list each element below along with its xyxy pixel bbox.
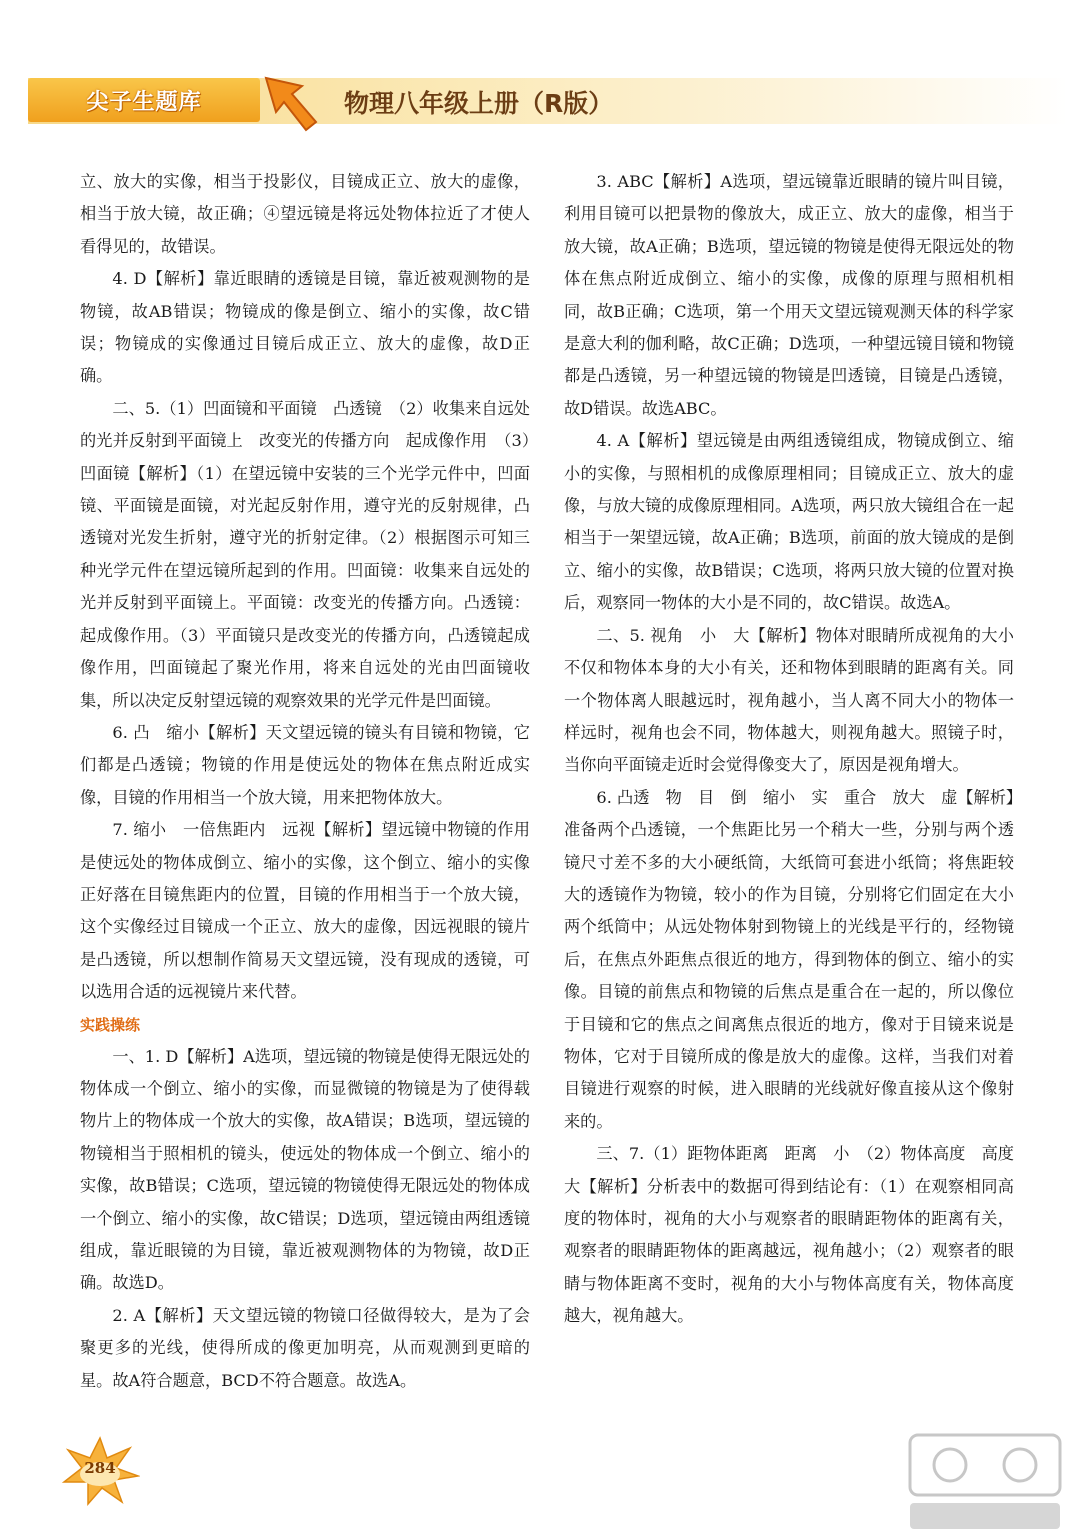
paragraph: 3. ABC【解析】A选项，望远镜靠近眼睛的镜片叫目镜，利用目镜可以把景物的像放大，成正立、放大的虚像，相当于放大镜，故A正确；B选项，望远镜的物镜是使得无限远处的物体在焦点附近成倒立、缩小的实像，成像的原理与照相机相同，故B正确；C选项，第一个用天文望远镜观测天体的科学家是意大利的伽利略，故C正确；D选项，一种望远镜目镜和物镜都是凸透镜，另一种望远镜的物镜是凹透镜，目镜是凸透镜，故D错误。故选ABC。 [564,172,1014,418]
page-number: 284 [84,1459,116,1477]
right-column [564,166,1031,1333]
brand-box [28,78,260,122]
paragraph: 立、放大的实像，相当于投影仪，目镜成正立、放大的虚像，相当于放大镜，故正确；④望远镜是将远处物体拉近了才使人看得见的，故错误。 [80,172,530,256]
paragraph: 2. A【解析】天文望远镜的物镜口径做得较大，是为了会聚更多的光线，使得所成的像更加明亮，从而观测到更暗的星。故A符合题意，BCD不符合题意。故选A。 [80,1305,530,1390]
paragraph: 6. 凸透 物 目 倒 缩小 实 重合 放大 虚【解析】准备两个凸透镜，一个焦距比另一个稍大一些，分别与两个透镜尺寸差不多的大小硬纸筒，大纸筒可套进小纸筒；将焦距较大的透镜作为物镜，较小的作为目镜，分别将它们固定在大小两个纸筒中；从远处物体射到物镜上的光线是平行的，经物镜后，在焦点外距焦点很近的地方，得到物体的倒立、缩小的实像。目镜的前焦点和物镜的后焦点是重合在一起的，所以像位于目镜和它的焦点之间离焦点很近的地方，像对于目镜来说是物体，它对于目镜所成的像是放大的虚像。这样，当我们对着目镜进行观察的时候，进入眼睛的光线就好像直接从这个像射来的。 [564,787,1014,1131]
brand-title: 尖子生题库 [86,89,202,115]
watermark-logo-icon [900,1425,1070,1535]
paragraph: 二、5.（1）凹面镜和平面镜 凸透镜 （2）收集来自远处的光并反射到平面镜上 改变光的传播方向 起成像作用 （3）凹面镜【解析】（1）在望远镜中安装的三个光学元件中，凹面镜、平面镜是面镜，对光起反射作用，遵守光的反射规律，凸透镜对光发生折射，遵守光的折射定律。（2）根据图示可知三种光学元件在望远镜所起到的作用。凹面镜：收集来自远处的光并反射到平面镜上。平面镜：改变光的传播方向。凸透镜：起成像作用。（3）平面镜只是改变光的传播方向，凸透镜起成像作用，凹面镜起了聚光作用，将来自远处的光由凹面镜收集，所以决定反射望远镜的观察效果的光学元件是凹面镜。 [80,398,530,710]
book-title: 物理八年级上册（R版） [344,89,614,118]
paragraph: 7. 缩小 一倍焦距内 远视【解析】望远镜中物镜的作用是使远处的物体成倒立、缩小的实像，这个倒立、缩小的实像正好落在目镜焦距内的位置，目镜的作用相当于一个放大镜，这个实像经过目镜成一个正立、放大的虚像，因远视眼的镜片是凸透镜，所以想制作简易天文望远镜，没有现成的透镜，可以选用合适的远视镜片来代替。 [80,820,530,1002]
paragraph: 二、5. 视角 小 大【解析】物体对眼睛所成视角的大小不仅和物体本身的大小有关，还和物体到眼睛的距离有关。同一个物体离人眼越远时，视角越小，当人离不同大小的物体一样远时，视角也会不同，物体越大，则视角越大。照镜子时，当你向平面镜走近时会觉得像变大了，原因是视角增大。 [564,625,1014,775]
arrow-icon [258,72,320,134]
paragraph: 6. 凸 缩小【解析】天文望远镜的镜头有目镜和物镜，它们都是凸透镜；物镜的作用是使远处的物体在焦点附近成实像，目镜的作用相当一个放大镜，用来把物体放大。 [80,722,530,807]
paragraph: 4. D【解析】靠近眼睛的透镜是目镜，靠近被观测物的是物镜，故AB错误；物镜成的像是倒立、缩小的实像，故C错误；物镜成的实像通过目镜后成正立、放大的虚像，故D正确。 [80,269,530,386]
left-column [80,166,530,1397]
paragraph: 三、7.（1）距物体距离 距离 小 （2）物体高度 高度 大【解析】分析表中的数据可得到结论有：（1）在观察相同高度的物体时，视角的大小与观察者的眼睛距物体的距离有关，观察者的眼睛距物体的距离越远，视角越小；（2）观察者的眼睛与物体距离不变时，视角的大小与物体高度有关，物体高度越大，视角越大。 [564,1144,1031,1326]
paragraph: 4. A【解析】望远镜是由两组透镜组成，物镜成倒立、缩小的实像，与照相机的成像原理相同；目镜成正立、放大的虚像，与放大镜的成像原理相同。A选项，两只放大镜组合在一起相当于一架望远镜，故A正确；B选项，前面的放大镜成的是倒立、缩小的实像，故B错误；C选项，将两只放大镜的位置对换后，观察同一物体的大小是不同的，故C错误。故选A。 [564,431,1014,613]
paragraph: 一、1. D【解析】A选项，望远镜的物镜是使得无限远处的物体成一个倒立、缩小的实像，而显微镜的物镜是为了使得载物片上的物体成一个放大的实像，故A错误；B选项，望远镜的物镜相当于照相机的镜头，使远处的物体成一个倒立、缩小的实像，故B错误；C选项，望远镜的物镜使得无限远处的物体成一个倒立、缩小的实像，故C错误；D选项，望远镜由两组透镜组成，靠近眼镜的为目镜，靠近被观测物体的为物镜，故D正确。故选D。 [80,1046,530,1293]
section-heading: 实践操练 [80,1015,141,1034]
